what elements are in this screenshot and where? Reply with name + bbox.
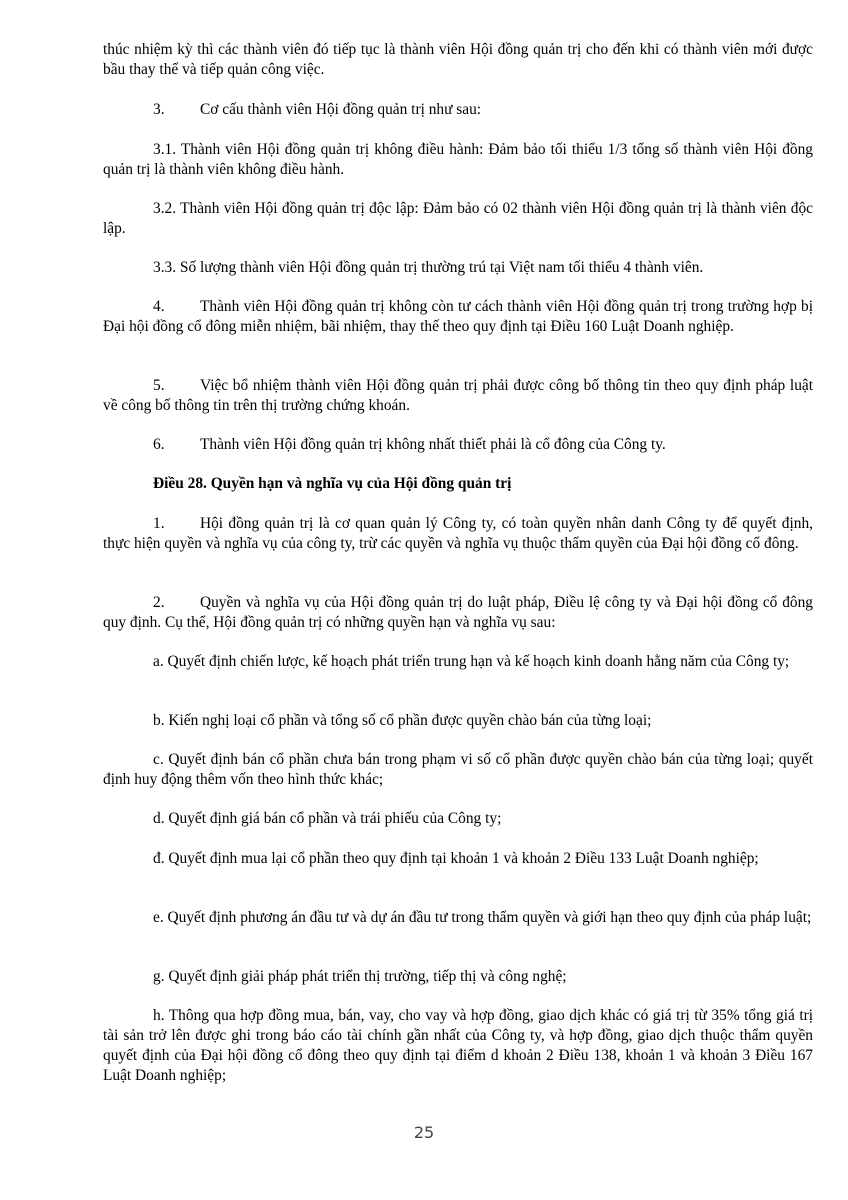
article-heading: Điều 28. Quyền hạn và nghĩa vụ của Hội đồng quản trị (153, 475, 512, 492)
clause-item-g (103, 967, 813, 987)
paragraph-3-2 (103, 199, 813, 239)
clause-item-c (103, 750, 813, 790)
article-28-clause-1 (103, 514, 813, 554)
paragraph-text: đ. Quyết định mua lại cổ phần theo quy định tại khoản 1 và khoản 2 Điều 133 Luật Doanh nghiệp; (153, 850, 759, 867)
paragraph-text: c. Quyết định bán cổ phần chưa bán trong phạm vi số cổ phần được quyền chào bán của từng loại; quyết định huy động thêm vốn theo hình thức khác; (103, 751, 813, 788)
clause-item-h (103, 1006, 813, 1086)
item-number: 6. (153, 436, 165, 453)
item-number: 4. (153, 298, 165, 315)
clause-item-e (103, 908, 813, 928)
paragraph-text: Hội đồng quản trị là cơ quan quản lý Công ty, có toàn quyền nhân danh Công ty để quyết định, thực hiện quyền và nghĩa vụ của công ty, trừ các quyền và nghĩa vụ thuộc thẩm quyền của Đại hội đồng cổ đông. (103, 515, 813, 552)
paragraph-4 (103, 297, 813, 337)
paragraph-6 (103, 435, 813, 455)
item-number: 1. (153, 515, 165, 532)
item-number: 3. (153, 101, 165, 118)
paragraph-text: 3.2. Thành viên Hội đồng quản trị độc lập: Đảm bảo có 02 thành viên Hội đồng quản trị là thành viên độc lập. (103, 200, 813, 237)
paragraph-text: g. Quyết định giải pháp phát triển thị trường, tiếp thị và công nghệ; (153, 968, 567, 985)
clause-item-b (103, 711, 813, 731)
paragraph-3-1 (103, 140, 813, 180)
paragraph-5 (103, 376, 813, 416)
paragraph-text: e. Quyết định phương án đầu tư và dự án đầu tư trong thẩm quyền và giới hạn theo quy định của pháp luật; (153, 909, 812, 926)
paragraph-text: b. Kiến nghị loại cổ phần và tổng số cổ phần được quyền chào bán của từng loại; (153, 712, 652, 729)
paragraph-text: h. Thông qua hợp đồng mua, bán, vay, cho vay và hợp đồng, giao dịch khác có giá trị từ 35% tổng giá trị tài sản trở lên được ghi trong báo cáo tài chính gần nhất của Công ty, và hợp đồng, giao dịch thuộc thẩm quyền quyết định của Đại hội đồng cổ đông theo quy định tại điểm d khoản 2 Điều 138, khoản 1 và khoản 3 Điều 167 Luật Doanh nghiệp; (103, 1007, 813, 1084)
clause-item-d (103, 809, 813, 829)
paragraph-text: 3.3. Số lượng thành viên Hội đồng quản trị thường trú tại Việt nam tối thiểu 4 thành viên. (153, 259, 704, 276)
paragraph-3 (103, 100, 813, 120)
item-number: 5. (153, 377, 165, 394)
paragraph-text: d. Quyết định giá bán cổ phần và trái phiếu của Công ty; (153, 810, 502, 827)
paragraph-text: Thành viên Hội đồng quản trị không nhất thiết phải là cổ đông của Công ty. (200, 436, 666, 453)
paragraph-text: thúc nhiệm kỳ thì các thành viên đó tiếp tục là thành viên Hội đồng quản trị cho đến khi có thành viên mới được bầu thay thế và tiếp quản công việc. (103, 41, 813, 78)
paragraph-text: 3.1. Thành viên Hội đồng quản trị không điều hành: Đảm bảo tối thiểu 1/3 tổng số thành viên Hội đồng quản trị là thành viên không điều hành. (103, 141, 813, 178)
paragraph-text: Thành viên Hội đồng quản trị không còn tư cách thành viên Hội đồng quản trị trong trường hợp bị Đại hội đồng cổ đông miễn nhiệm, bãi nhiệm, thay thế theo quy định tại Điều 160 Luật Doanh nghiệp. (103, 298, 813, 335)
paragraph-3-3 (103, 258, 813, 278)
paragraph-continuation (103, 40, 813, 80)
item-number: 2. (153, 594, 165, 611)
clause-item-dd (103, 849, 813, 869)
paragraph-text: Việc bổ nhiệm thành viên Hội đồng quản trị phải được công bố thông tin theo quy định pháp luật về công bố thông tin trên thị trường chứng khoán. (103, 377, 813, 414)
paragraph-text: a. Quyết định chiến lược, kế hoạch phát triển trung hạn và kế hoạch kinh doanh hằng năm của Công ty; (153, 653, 790, 670)
paragraph-text: Cơ cấu thành viên Hội đồng quản trị như sau: (200, 101, 482, 118)
page-number: 25 (413, 1123, 435, 1142)
article-28-clause-2 (103, 593, 813, 633)
clause-item-a (103, 652, 813, 672)
paragraph-text: Quyền và nghĩa vụ của Hội đồng quản trị do luật pháp, Điều lệ công ty và Đại hội đồng cổ đông quy định. Cụ thể, Hội đồng quản trị có những quyền hạn và nghĩa vụ sau: (103, 594, 813, 631)
